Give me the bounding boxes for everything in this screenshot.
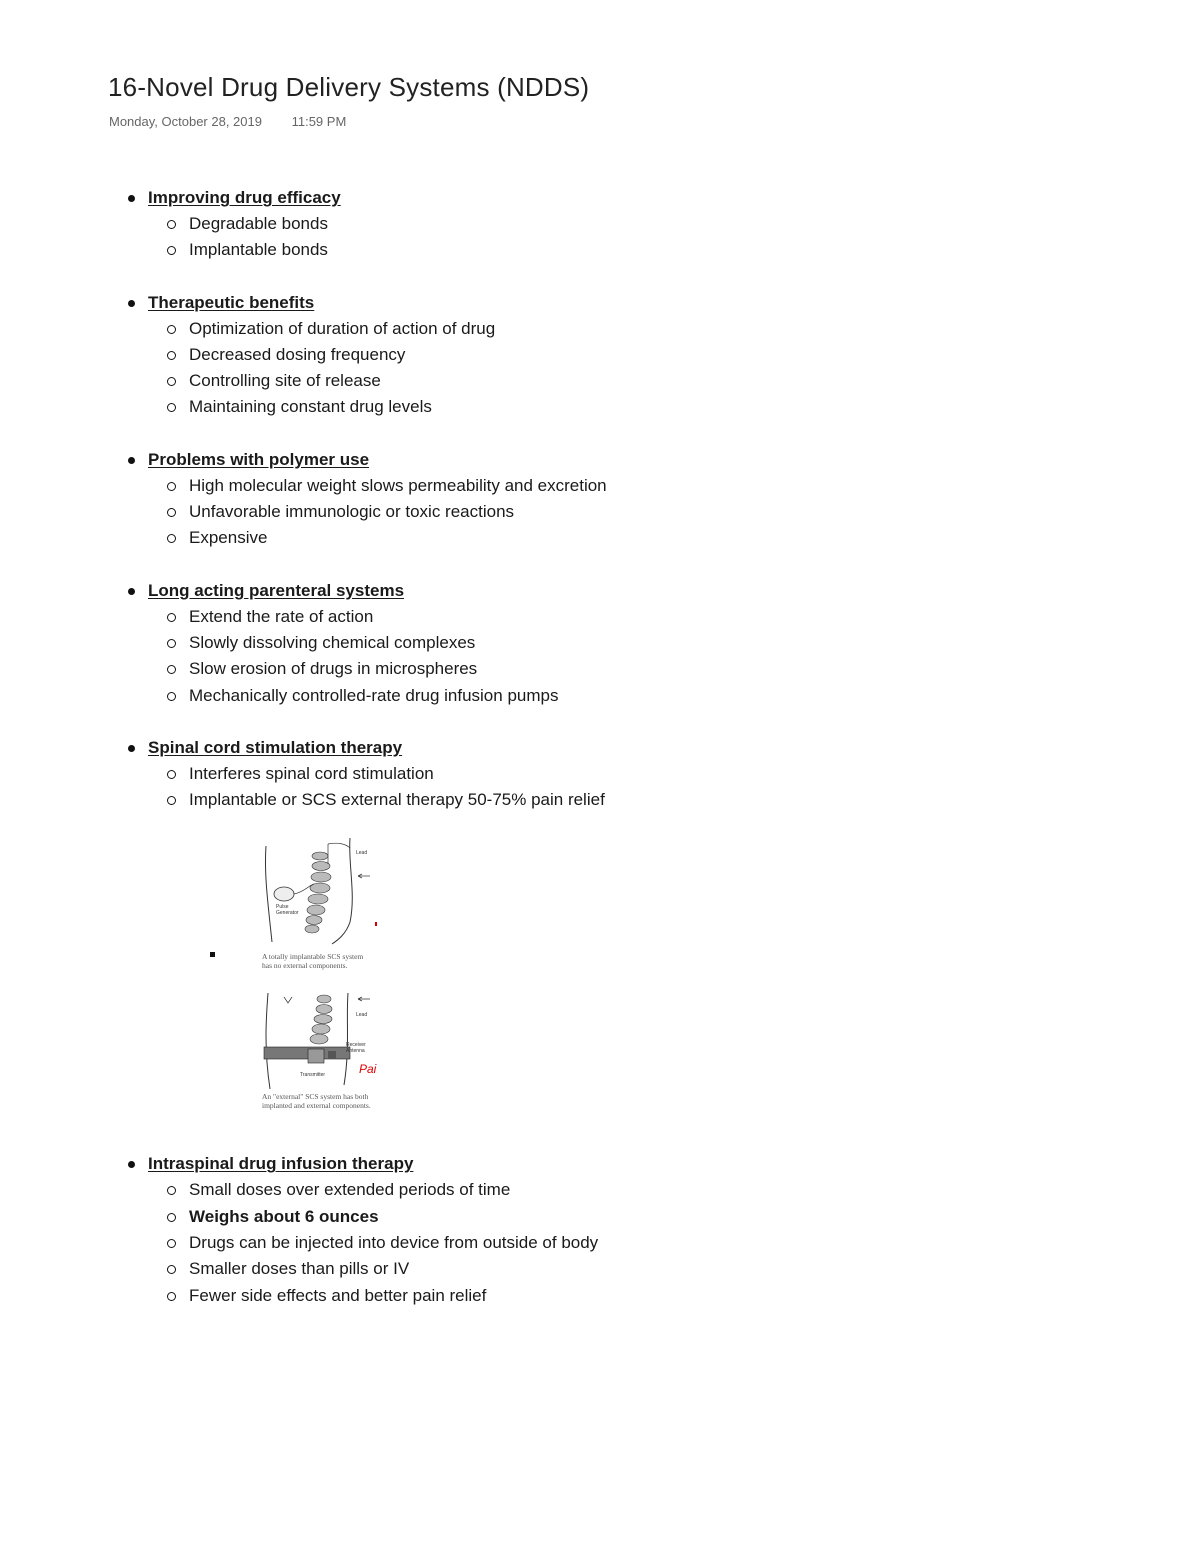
list-item <box>0 500 1200 526</box>
section-heading-text: Long acting parenteral systems <box>148 580 405 600</box>
figure-label-receiver: Receiver Antenna <box>346 1042 366 1055</box>
bullet-icon <box>128 588 135 595</box>
list-item-text: Weighs about 6 ounces <box>189 1206 379 1226</box>
list-item <box>0 684 1200 710</box>
circle-bullet-icon <box>167 508 176 517</box>
list-item-text: Controlling site of release <box>189 371 381 391</box>
section-intraspinal-drug-infusion-therapy <box>0 1152 1200 1309</box>
figure-caption-top: A totally implantable SCS system has no external components. <box>262 952 364 971</box>
circle-bullet-icon <box>167 1213 176 1222</box>
section-heading <box>0 448 1200 474</box>
section-heading <box>0 1152 1200 1178</box>
circle-bullet-icon <box>167 1239 176 1248</box>
list-item-text: Implantable bonds <box>189 240 328 260</box>
list-item <box>0 1284 1200 1310</box>
square-bullet-icon <box>210 952 215 957</box>
figure-red-text: Pai <box>359 1062 377 1077</box>
figure-caption-bottom: An "external" SCS system has both implanted and external components. <box>262 1092 371 1111</box>
list-item <box>0 1257 1200 1283</box>
circle-bullet-icon <box>167 403 176 412</box>
circle-bullet-icon <box>167 246 176 255</box>
circle-bullet-icon <box>167 692 176 701</box>
spacer <box>0 1114 1200 1152</box>
circle-bullet-icon <box>167 665 176 674</box>
circle-bullet-icon <box>167 220 176 229</box>
section-heading-text: Spinal cord stimulation therapy <box>148 737 403 757</box>
list-item <box>0 474 1200 500</box>
list-item <box>0 631 1200 657</box>
section-problems-with-polymer-use <box>0 448 1200 553</box>
list-item <box>0 212 1200 238</box>
figure-label-lead-2: Lead <box>356 1012 368 1019</box>
list-item-text: Small doses over extended periods of time <box>189 1180 511 1200</box>
list-item-text: Degradable bonds <box>189 214 328 233</box>
list-item <box>0 1231 1200 1257</box>
list-item <box>0 762 1200 788</box>
figure-label-generator: Pulse Generator <box>276 904 299 917</box>
circle-bullet-icon <box>167 534 176 543</box>
page-time: 11:59 PM <box>291 114 347 129</box>
list-item-text: Expensive <box>189 528 268 548</box>
list-item <box>0 605 1200 631</box>
notes-content <box>0 186 1200 1310</box>
list-item-text: Smaller doses than pills or IV <box>189 1259 410 1279</box>
page-date: Monday, October 28, 2019 <box>109 114 262 129</box>
section-heading-text: Improving drug efficacy <box>148 188 341 207</box>
section-heading-text: Therapeutic benefits <box>148 292 315 312</box>
section-heading <box>0 186 1200 212</box>
section-spinal-cord-stimulation-therapy <box>0 736 1200 1115</box>
list-item-text: Maintaining constant drug levels <box>189 397 432 417</box>
list-item-text: Extend the rate of action <box>189 606 374 626</box>
circle-bullet-icon <box>167 1292 176 1301</box>
list-item-text: Interferes spinal cord stimulation <box>189 763 434 783</box>
circle-bullet-icon <box>167 613 176 622</box>
list-item-text: Drugs can be injected into device from outside of body <box>189 1233 599 1253</box>
list-item <box>0 657 1200 683</box>
spacer <box>0 422 1200 448</box>
circle-bullet-icon <box>167 377 176 386</box>
list-item-text: Slow erosion of drugs in microspheres <box>189 659 478 679</box>
section-heading-text: Intraspinal drug infusion therapy <box>148 1154 414 1174</box>
list-item-text: Fewer side effects and better pain relief <box>189 1285 487 1305</box>
section-heading <box>0 291 1200 317</box>
list-item-text: Decreased dosing frequency <box>189 344 406 364</box>
circle-bullet-icon <box>167 482 176 491</box>
bullet-icon <box>128 457 135 464</box>
list-item <box>0 369 1200 395</box>
list-item <box>0 788 1200 814</box>
circle-bullet-icon <box>167 325 176 334</box>
list-item <box>0 343 1200 369</box>
list-item <box>0 1178 1200 1204</box>
section-heading <box>0 579 1200 605</box>
figure-row <box>0 814 1200 1114</box>
circle-bullet-icon <box>167 796 176 805</box>
spacer <box>0 553 1200 579</box>
section-long-acting-parenteral-systems <box>0 579 1200 710</box>
spacer <box>0 710 1200 736</box>
figure-label-lead: Lead <box>356 850 368 857</box>
list-item <box>0 1205 1200 1231</box>
list-item-text: High molecular weight slows permeability and excretion <box>189 475 607 495</box>
circle-bullet-icon <box>167 351 176 360</box>
list-item-text: Slowly dissolving chemical complexes <box>189 632 476 652</box>
list-item-text: Unfavorable immunologic or toxic reactions <box>189 502 515 522</box>
page-title: 16-Novel Drug Delivery Systems (NDDS) <box>108 72 590 102</box>
list-item-text: Mechanically controlled-rate drug infusion pumps <box>189 685 559 705</box>
bullet-icon <box>128 1161 135 1168</box>
figure-label-transmitter: Transmitter <box>300 1072 326 1079</box>
list-item-text: Optimization of duration of action of drug <box>189 318 496 338</box>
section-heading-text: Problems with polymer use <box>148 449 370 469</box>
section-therapeutic-benefits <box>0 291 1200 422</box>
circle-bullet-icon <box>167 1186 176 1195</box>
bullet-icon <box>128 195 135 202</box>
bullet-icon <box>128 300 135 307</box>
list-item-text: Implantable or SCS external therapy 50-75% pain relief <box>189 790 605 810</box>
section-improving-drug-efficacy <box>0 186 1200 265</box>
circle-bullet-icon <box>167 639 176 648</box>
spacer <box>0 265 1200 291</box>
list-item <box>0 317 1200 343</box>
circle-bullet-icon <box>167 1265 176 1274</box>
list-item <box>0 526 1200 552</box>
list-item <box>0 238 1200 264</box>
section-heading <box>0 736 1200 762</box>
list-item <box>0 395 1200 421</box>
bullet-icon <box>128 745 135 752</box>
page-meta <box>109 114 346 129</box>
circle-bullet-icon <box>167 770 176 779</box>
scs-figure <box>258 834 378 1122</box>
